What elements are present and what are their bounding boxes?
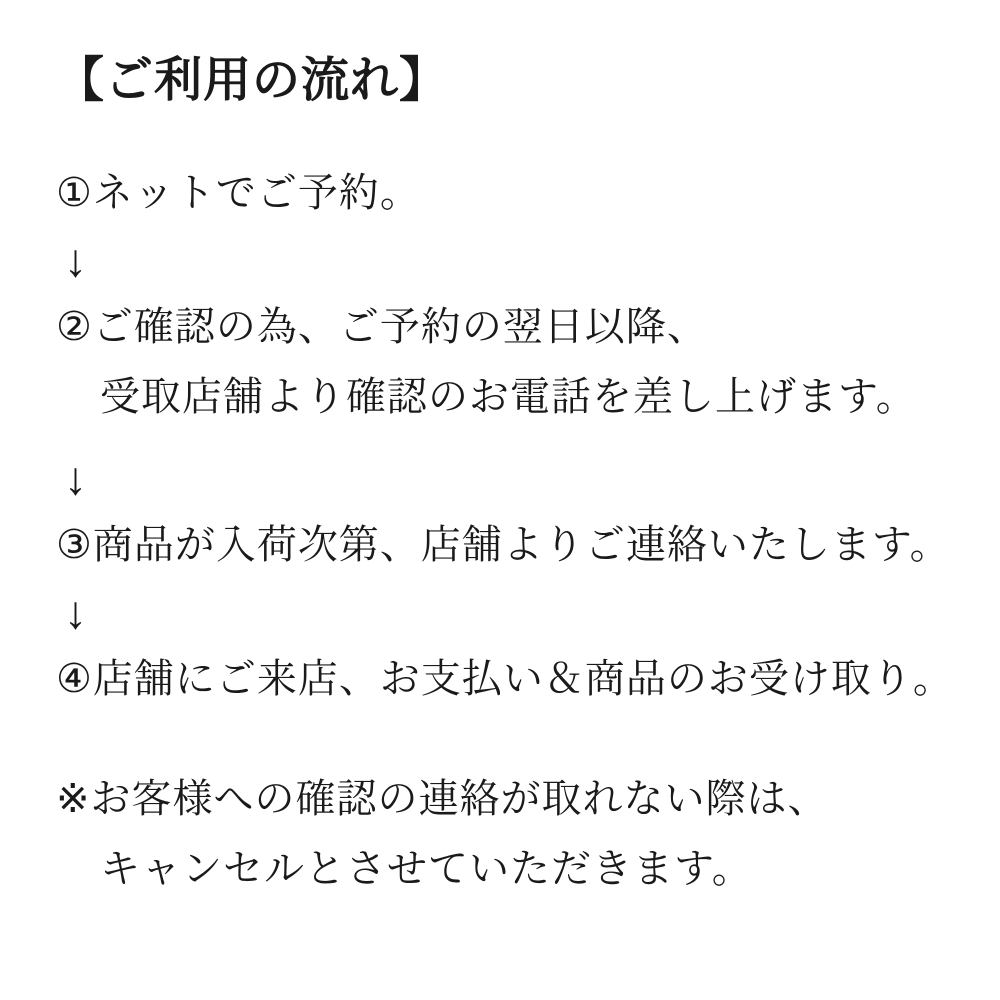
down-arrow-icon: ↓ <box>64 452 87 504</box>
step-1-text: ①ネットでご予約。 <box>56 171 421 215</box>
step-3 <box>56 510 972 580</box>
page-title: 【ご利用の流れ】 <box>56 54 449 107</box>
step-2-text-line-1: ②ご確認の為、ご予約の翌日以降、 <box>56 305 708 349</box>
note-text-line-1: ※お客様への確認の連絡が取れない際は、 <box>56 777 829 821</box>
step-1 <box>56 158 972 228</box>
down-arrow-icon: ↓ <box>64 234 87 286</box>
step-2 <box>56 292 972 432</box>
step-4-text: ④店舗にご来店、お支払い＆商品のお受け取り。 <box>56 657 954 701</box>
step-3-text: ③商品が入荷次第、店舗よりご連絡いたします。 <box>56 523 951 567</box>
note-text-line-2: キャンセルとさせていただきます。 <box>100 847 753 891</box>
down-arrow-icon: ↓ <box>64 586 87 638</box>
step-4 <box>56 644 972 714</box>
step-2-text-line-2: 受取店舗より確認のお電話を差し上げます。 <box>100 375 917 419</box>
cancellation-note <box>56 764 972 904</box>
